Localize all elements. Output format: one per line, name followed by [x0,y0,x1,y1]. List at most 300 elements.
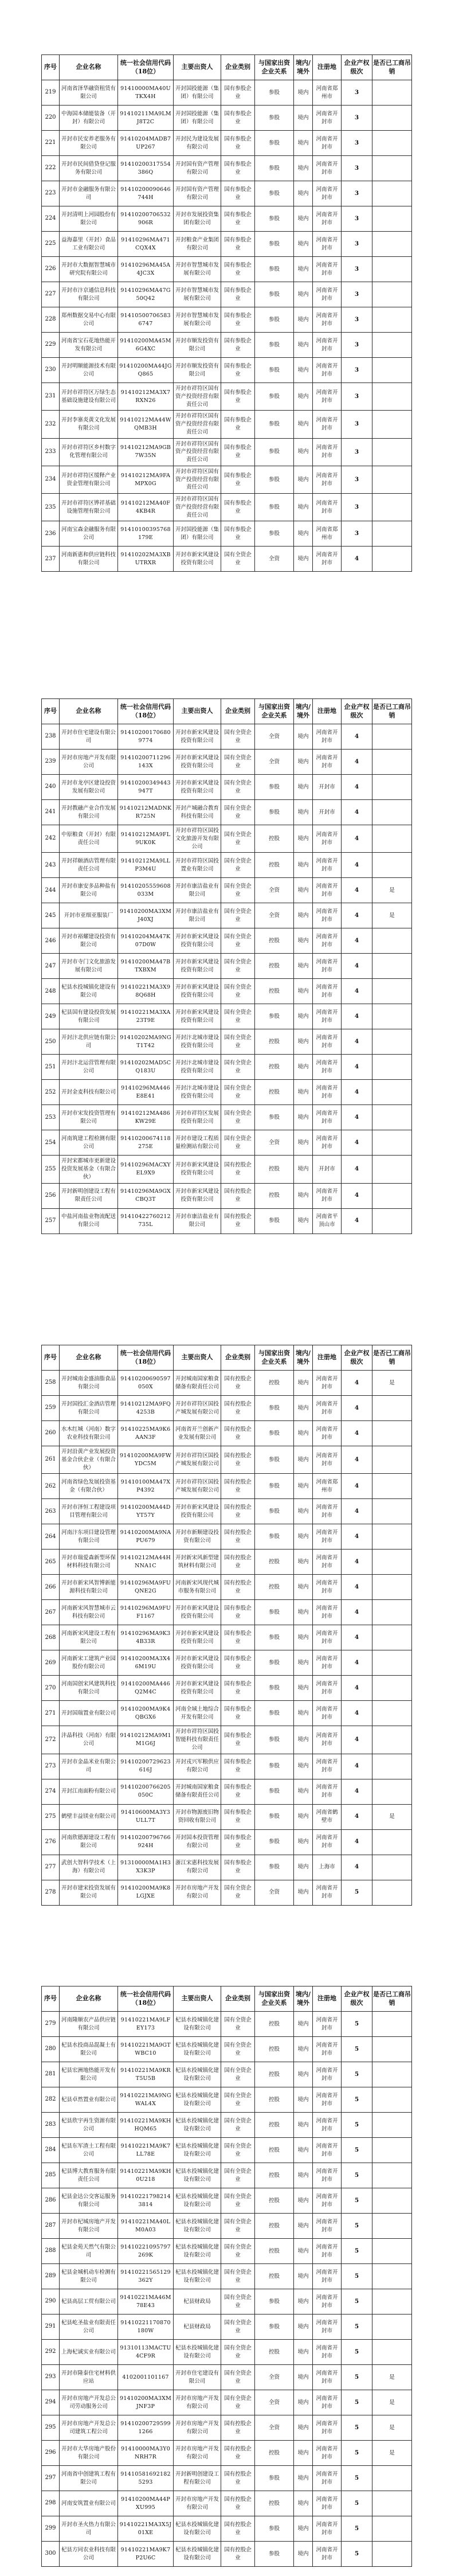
ownership-level-cell: 3 [342,257,372,282]
ownership-level-cell: 4 [342,1829,372,1855]
relation-cell: 控股 [255,928,294,954]
enterprise-name-cell: 开封市隆泰住宅材料供应站 [60,2365,118,2390]
table-row [42,1029,412,1055]
location-cell: 河南省开封市 [313,1130,342,1156]
credit-code-cell: 91410212MA9FAMPX0G [118,466,174,493]
credit-code-cell: 91410212MA44WQMB3H [118,411,174,438]
location-cell: 河南省开封市 [313,494,342,521]
scope-cell: 境内 [294,1029,313,1055]
column-header-enterprise-name: 企业名称 [60,1345,118,1371]
ownership-level-cell: 4 [342,1421,372,1446]
enterprise-type-cell: 国有全资企业 [221,2340,255,2365]
enterprise-type-cell: 国有控股企业 [221,1549,255,1575]
relation-cell: 参股 [255,2315,294,2340]
location-cell: 河南省开封市 [313,307,342,333]
ownership-level-cell: 5 [342,2188,372,2214]
revoked-cell [372,1183,412,1208]
relation-cell: 参股 [255,1600,294,1625]
revoked-cell: 是 [372,903,412,928]
relation-cell: 参股 [255,383,294,411]
enterprise-name-cell: 杞县金苑天然气有限公司 [60,2239,118,2264]
credit-code-cell: 91410212MA486KW29E [118,1105,174,1130]
ownership-level-cell: 4 [342,878,372,903]
relation-cell: 控股 [255,979,294,1004]
table-row [42,2264,412,2289]
revoked-cell [372,2491,412,2516]
enterprise-name-cell: 沣晶科技（河南）有限公司 [60,1726,118,1754]
column-header-serial: 序号 [42,699,60,724]
page-section [41,1986,411,2567]
relation-cell: 控股 [255,1080,294,1105]
revoked-cell [372,853,412,878]
credit-code-cell: 91410200706532906R [118,206,174,232]
table-row [42,1080,412,1105]
revoked-cell [372,494,412,521]
enterprise-type-cell: 国有控股企业 [221,2542,255,2567]
credit-code-cell: 914105007065836747 [118,307,174,333]
relation-cell: 全资 [255,903,294,928]
relation-cell: 全资 [255,1130,294,1156]
credit-code-cell: 91410200674118275E [118,1130,174,1156]
table-row [42,2441,412,2466]
table-row [42,903,412,928]
credit-code-cell: 91410296MA9FUF1167 [118,1600,174,1625]
credit-code-cell: 91410221MA9KH0U218 [118,2163,174,2188]
ownership-level-cell: 3 [342,156,372,181]
revoked-cell [372,1726,412,1754]
credit-code-cell: 91410200MA9NAPU679 [118,1524,174,1549]
location-cell: 开封市 [313,1156,342,1183]
revoked-cell [372,1549,412,1575]
credit-code-cell: 91410205559608033M [118,878,174,903]
location-cell: 河南省开封市 [313,1396,342,1421]
investor-cell: 杞县财政局 [174,2289,221,2315]
revoked-cell [372,2087,412,2113]
table-row [42,1499,412,1524]
enterprise-name-cell: 开封汴北运营管理有限公司 [60,1055,118,1080]
ownership-level-cell: 4 [342,1600,372,1625]
scope-cell: 境内 [294,1855,313,1880]
location-cell: 河南省开封市 [313,1829,342,1855]
credit-code-cell: 91410212MA9M1M1G6J [118,1726,174,1754]
column-header-serial: 序号 [42,1345,60,1371]
serial-cell: 280 [42,2037,60,2062]
scope-cell: 境内 [294,1055,313,1080]
column-header-investor: 主要出资人 [174,55,221,80]
column-header-ownership-level: 企业产权级次 [342,699,372,724]
investor-cell: 开封戎兴军粮供应有限公司 [174,1754,221,1779]
relation-cell: 参股 [255,1650,294,1676]
table-row [42,800,412,825]
credit-code-cell: 91410296MA446E8E41 [118,1080,174,1105]
investor-cell: 浙江宋惠科技发展有限公司 [174,1855,221,1880]
location-cell: 河南省开封市 [313,1754,342,1779]
location-cell: 河南省开封市 [313,206,342,232]
credit-code-cell: 91410296MA9GXCBQ3T [118,1183,174,1208]
credit-code-cell: 91410221565129362Y [118,2264,174,2289]
enterprise-name-cell: 河南新宋风建设工程有限公司 [60,1625,118,1650]
enterprise-type-cell: 国有全资企业 [221,547,255,572]
credit-code-cell: 91410200MA45M6G4XC [118,333,174,358]
credit-code-cell: 91410221MA9KRT5U5B [118,2062,174,2087]
credit-code-cell: 91410200690597050X [118,1371,174,1396]
revoked-cell [372,521,412,547]
table-row [42,206,412,232]
enterprise-name-cell: 开封市民安养老服务有限公司 [60,131,118,156]
location-cell: 河南省开封市 [313,2466,342,2491]
enterprise-type-cell: 国有参股企业 [221,257,255,282]
serial-cell: 246 [42,928,60,954]
serial-cell: 278 [42,1880,60,1905]
serial-cell: 249 [42,1004,60,1029]
location-cell: 河南省开封市 [313,2441,342,2466]
revoked-cell [372,2012,412,2037]
location-cell: 河南省开封市 [313,1549,342,1575]
scope-cell: 境内 [294,1524,313,1549]
table-row [42,1055,412,1080]
serial-cell: 226 [42,257,60,282]
ownership-level-cell: 5 [342,2163,372,2188]
enterprise-name-cell: 杞县水投城镇化建设有限公司 [60,979,118,1004]
ownership-level-cell: 5 [342,2315,372,2340]
relation-cell: 参股 [255,800,294,825]
enterprise-type-cell: 国有全资企业 [221,1880,255,1905]
table-row [42,724,412,750]
table-row [42,1208,412,1234]
table-row [42,2415,412,2441]
credit-code-cell: 91410202MA9NGT1T42 [118,1029,174,1055]
header-row [42,1986,412,2012]
scope-cell: 境内 [294,2163,313,2188]
scope-cell: 境内 [294,2491,313,2516]
table-row [42,521,412,547]
location-cell: 河南省开封市 [313,131,342,156]
table-row [42,282,412,307]
column-header-enterprise-type: 企业类别 [221,55,255,80]
serial-cell: 275 [42,1804,60,1829]
relation-cell: 参股 [255,1208,294,1234]
enterprise-table [41,54,412,572]
investor-cell: 开封市新宋风建设投资有限公司 [174,954,221,979]
scope-cell: 境内 [294,307,313,333]
enterprise-name-cell: 开封市祥符区缓释产业资金管理有限公司 [60,466,118,493]
location-cell: 河南省开封市 [313,2214,342,2239]
credit-code-cell: 91410100MA47XP4392 [118,1474,174,1499]
credit-code-cell: 91410221095797269K [118,2239,174,2264]
column-header-serial: 序号 [42,55,60,80]
table-row [42,1600,412,1625]
table-row [42,878,412,903]
location-cell: 河南省开封市 [313,928,342,954]
ownership-level-cell: 4 [342,903,372,928]
scope-cell: 境内 [294,333,313,358]
scope-cell: 境内 [294,979,313,1004]
enterprise-type-cell: 国有全资企业 [221,2037,255,2062]
investor-cell: 开封市智慧城市发展有限公司 [174,282,221,307]
revoked-cell [372,1029,412,1055]
revoked-cell [372,547,412,572]
serial-cell: 230 [42,358,60,383]
serial-cell: 282 [42,2087,60,2113]
ownership-level-cell: 5 [342,2516,372,2542]
relation-cell: 控股 [255,1055,294,1080]
table-row [42,1183,412,1208]
serial-cell: 256 [42,1183,60,1208]
ownership-level-cell: 3 [342,494,372,521]
serial-cell: 288 [42,2239,60,2264]
location-cell: 河南省开封市 [313,1524,342,1549]
ownership-level-cell: 5 [342,2012,372,2037]
location-cell: 河南省开封市 [313,1080,342,1105]
table-row [42,2239,412,2264]
location-cell: 河南省开封市 [313,878,342,903]
revoked-cell [372,1754,412,1779]
serial-cell: 222 [42,156,60,181]
credit-code-cell: 91410202MAD5CQ183U [118,1055,174,1080]
revoked-cell [372,2340,412,2365]
enterprise-type-cell: 国有参股企业 [221,181,255,206]
revoked-cell [372,1880,412,1905]
serial-cell: 262 [42,1474,60,1499]
location-cell: 河南省开封市 [313,2264,342,2289]
scope-cell: 境内 [294,1829,313,1855]
relation-cell: 参股 [255,1499,294,1524]
table-row [42,383,412,411]
serial-cell: 281 [42,2062,60,2087]
revoked-cell [372,307,412,333]
relation-cell: 参股 [255,1855,294,1880]
enterprise-name-cell: 开封沿黄产业发展投资基金合伙企业（有限合伙） [60,1446,118,1474]
scope-cell: 境内 [294,282,313,307]
enterprise-name-cell: 鹤壁丰益镁业有限公司 [60,1804,118,1829]
enterprise-name-cell: 水木红城（河南）数字农业科技有限公司 [60,1421,118,1446]
table-row [42,1549,412,1575]
serial-cell: 272 [42,1726,60,1754]
serial-cell: 264 [42,1524,60,1549]
enterprise-name-cell: 杞县高层工贸有限公司 [60,2289,118,2315]
location-cell: 河南省开封市 [313,2289,342,2315]
relation-cell: 参股 [255,1446,294,1474]
table-row [42,1446,412,1474]
table-row [42,106,412,131]
credit-code-cell: 91410221MA46M78E43 [118,2289,174,2315]
revoked-cell [372,80,412,106]
enterprise-name-cell: 开封清明上河园股份有限公司 [60,206,118,232]
enterprise-name-cell: 开封李寨炎黄文化发展有限公司 [60,411,118,438]
location-cell: 河南省开封市 [313,2415,342,2441]
location-cell: 河南省开封市 [313,2138,342,2163]
scope-cell: 境内 [294,1726,313,1754]
location-cell: 河南省开封市 [313,2062,342,2087]
revoked-cell [372,358,412,383]
table-row [42,1575,412,1600]
column-header-revoked: 是否已工商吊销 [372,1345,412,1371]
scope-cell: 境内 [294,106,313,131]
enterprise-name-cell: 开封市祥符区万绿生态基础设施建设有限公司 [60,383,118,411]
scope-cell: 境内 [294,257,313,282]
relation-cell: 参股 [255,358,294,383]
column-header-investor: 主要出资人 [174,1345,221,1371]
location-cell: 河南省开封市 [313,2491,342,2516]
investor-cell: 开封国有资产管理有限公司 [174,156,221,181]
enterprise-type-cell: 国有全资企业 [221,2062,255,2087]
scope-cell: 境内 [294,2113,313,2138]
revoked-cell [372,2188,412,2214]
table-row [42,1004,412,1029]
enterprise-type-cell: 国有全资企业 [221,2138,255,2163]
serial-cell: 271 [42,1701,60,1726]
credit-code-cell: 91410225MA9K6AAN3F [118,1421,174,1446]
credit-code-cell: 91410221MA9GTWBC10 [118,2037,174,2062]
scope-cell: 境内 [294,1130,313,1156]
relation-cell: 控股 [255,2491,294,2516]
scope-cell: 境内 [294,878,313,903]
investor-cell: 开封市顺发投资有限公司 [174,358,221,383]
column-header-scope: 境内/境外 [294,1345,313,1371]
page-section [41,698,411,1234]
revoked-cell [372,1004,412,1029]
revoked-cell [372,825,412,853]
enterprise-name-cell: 开封市金融服务有限公司 [60,181,118,206]
table-row [42,438,412,466]
enterprise-type-cell: 国有参股企业 [221,1754,255,1779]
revoked-cell [372,1524,412,1549]
enterprise-type-cell: 国有参股企业 [221,131,255,156]
investor-cell: 开封市顺发投资有限公司 [174,333,221,358]
table-row [42,358,412,383]
location-cell: 河南省开封市 [313,333,342,358]
revoked-cell [372,928,412,954]
table-row [42,2113,412,2138]
scope-cell: 境内 [294,2315,313,2340]
revoked-cell [372,775,412,800]
enterprise-type-cell: 国有全资企业 [221,2087,255,2113]
location-cell: 河南省开封市 [313,2239,342,2264]
investor-cell: 开封市房地产开发有限公司 [174,2441,221,2466]
scope-cell: 境内 [294,825,313,853]
relation-cell: 参股 [255,156,294,181]
investor-cell: 开封新宋风新型建筑材料有限公司 [174,1549,221,1575]
investor-cell: 杞县水投城镇化建设有限公司 [174,2264,221,2289]
table-row [42,547,412,572]
enterprise-name-cell: 上海杞诚实业有限公司 [60,2340,118,2365]
credit-code-cell: 91410200MA3X46M19U [118,1650,174,1676]
scope-cell: 境内 [294,2239,313,2264]
ownership-level-cell: 4 [342,1156,372,1183]
page-section [41,1345,411,1906]
relation-cell: 控股 [255,2012,294,2037]
serial-cell: 268 [42,1625,60,1650]
table-row [42,2087,412,2113]
location-cell: 河南省开封市 [313,181,342,206]
enterprise-type-cell: 国有全资企业 [221,928,255,954]
enterprise-type-cell: 国有控股企业 [221,2441,255,2466]
serial-cell: 253 [42,1105,60,1130]
enterprise-name-cell: 杞县博大教育服务有限责任公司 [60,2163,118,2188]
ownership-level-cell: 3 [342,307,372,333]
enterprise-table [41,1345,412,1906]
scope-cell: 境内 [294,1474,313,1499]
column-header-enterprise-type: 企业类别 [221,699,255,724]
ownership-level-cell: 4 [342,1804,372,1829]
enterprise-table [41,1986,412,2567]
location-cell: 河南省开封市 [313,1625,342,1650]
enterprise-type-cell: 国有全资企业 [221,750,255,775]
serial-cell: 238 [42,724,60,750]
location-cell: 河南省开封市 [313,1676,342,1701]
enterprise-type-cell: 国有全资企业 [221,724,255,750]
investor-cell: 开封国投能源（集团）有限公司 [174,521,221,547]
table-row [42,1421,412,1446]
location-cell: 河南省开封市 [313,1183,342,1208]
relation-cell: 参股 [255,2289,294,2315]
location-cell: 河南省开封市 [313,903,342,928]
ownership-level-cell: 4 [342,1625,372,1650]
credit-code-cell: 91410221MA3X98Q68H [118,979,174,1004]
credit-code-cell: 91410212MA9LLP3M4U [118,853,174,878]
revoked-cell [372,257,412,282]
investor-cell: 杞县水投城镇化建设有限公司 [174,2037,221,2062]
enterprise-name-cell: 杞县宏洲地热能开发有限公司 [60,2062,118,2087]
revoked-cell: 是 [372,1804,412,1829]
revoked-cell [372,1105,412,1130]
revoked-cell [372,1779,412,1804]
serial-cell: 273 [42,1754,60,1779]
column-header-scope: 境内/境外 [294,1986,313,2012]
investor-cell: 开封市住宅建设有限公司 [174,2365,221,2390]
credit-code-cell: 91410296MA47G50Q42 [118,282,174,307]
scope-cell: 境内 [294,2365,313,2390]
serial-cell: 269 [42,1650,60,1676]
relation-cell: 控股 [255,2163,294,2188]
investor-cell: 开封市祥符区国投置业有限公司 [174,853,221,878]
revoked-cell [372,1625,412,1650]
enterprise-name-cell: 开封市泽恒工程建设项目管理有限公司 [60,1499,118,1524]
relation-cell: 参股 [255,2542,294,2567]
ownership-level-cell: 4 [342,1499,372,1524]
revoked-cell [372,438,412,466]
revoked-cell [372,466,412,493]
enterprise-type-cell: 国有全资企业 [221,2163,255,2188]
investor-cell: 开封市新宋风建设投资有限公司 [174,750,221,775]
revoked-cell [372,2113,412,2138]
table-row [42,307,412,333]
relation-cell: 参股 [255,106,294,131]
table-row [42,333,412,358]
credit-code-cell: 91410200MA3XMJ40XJ [118,903,174,928]
enterprise-type-cell: 国有参股企业 [221,1676,255,1701]
enterprise-name-cell: 河南安筑置业有限公司 [60,2491,118,2516]
enterprise-name-cell: 河南新惠和供应链科技有限公司 [60,547,118,572]
enterprise-type-cell: 国有全资企业 [221,775,255,800]
credit-code-cell: 91410200090646744H [118,181,174,206]
enterprise-name-cell: 开封国投汇金酒店管理有限公司 [60,1396,118,1421]
enterprise-name-cell: 中原粮食（开封）有限责任公司 [60,825,118,853]
table-row [42,2491,412,2516]
relation-cell: 控股 [255,1156,294,1183]
enterprise-type-cell: 国有控股企业 [221,1371,255,1396]
revoked-cell [372,1575,412,1600]
scope-cell: 境内 [294,232,313,257]
serial-cell: 240 [42,775,60,800]
scope-cell: 境内 [294,466,313,493]
column-header-credit-code: 统一社会信用代码（18位） [118,1986,174,2012]
table-row [42,1156,412,1183]
ownership-level-cell: 5 [342,2289,372,2315]
ownership-level-cell: 5 [342,2441,372,2466]
enterprise-type-cell: 国有全资企业 [221,1004,255,1029]
relation-cell: 参股 [255,131,294,156]
